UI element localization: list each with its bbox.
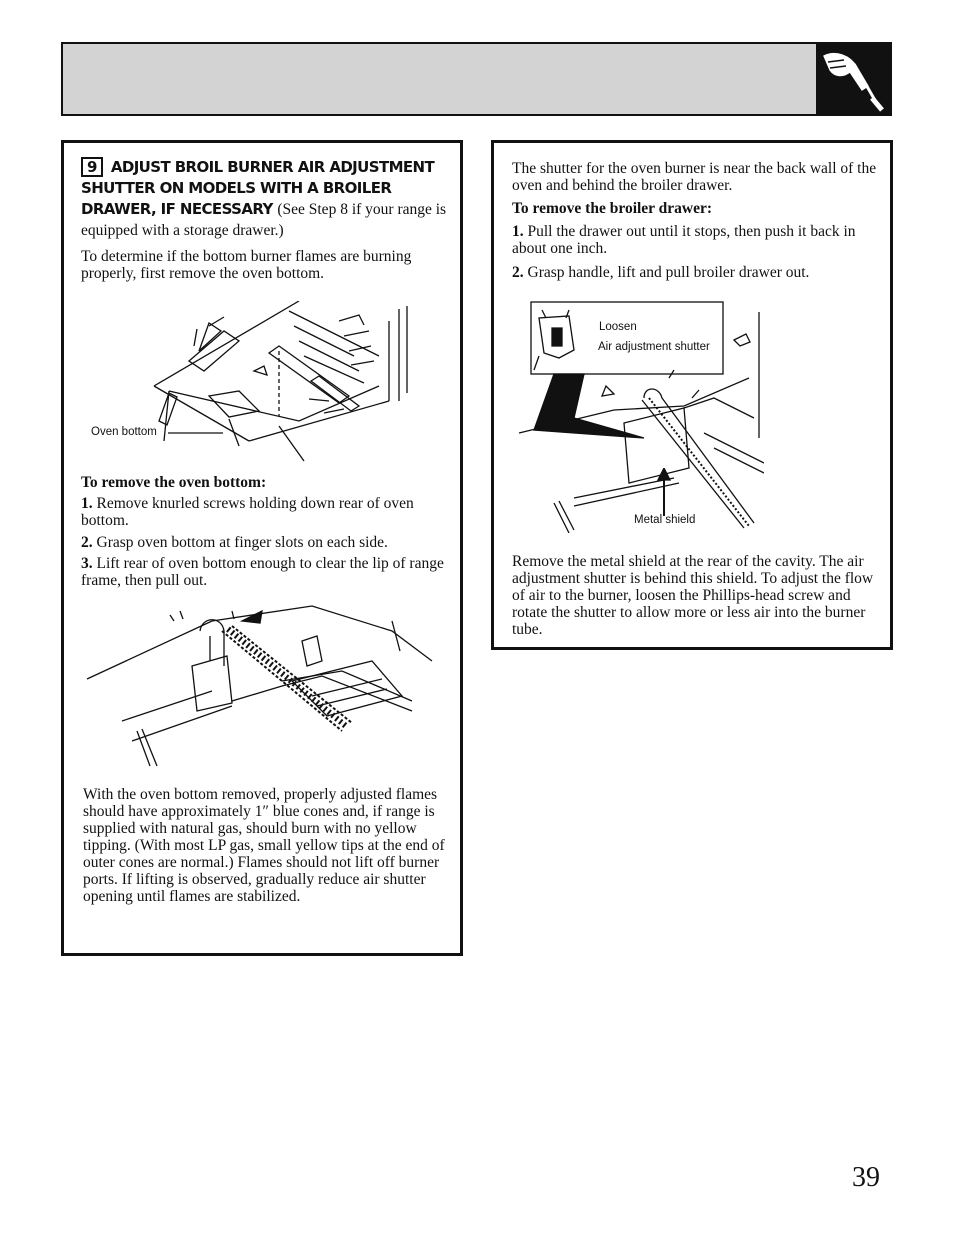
- step-note: (See Step 8 if your range is equipped with a storage drawer.): [81, 201, 447, 239]
- left-step-1: [81, 495, 453, 529]
- label-oven-bottom: Oven bottom: [91, 426, 157, 438]
- label-air-adjustment-shutter: Air adjustment shutter: [598, 341, 710, 353]
- right-remove-heading: To remove the broiler drawer:: [512, 200, 713, 217]
- left-step-3-text: Lift rear of oven bottom enough to clear the lip of range frame, then pull out.: [81, 555, 444, 589]
- left-step-1-text: Remove knurled screws holding down rear of oven bottom.: [81, 495, 414, 529]
- header-bar: [61, 42, 892, 116]
- right-step-2-num: 2.: [512, 264, 524, 281]
- oven-bottom-illustration: [89, 301, 419, 471]
- label-metal-shield: Metal shield: [634, 514, 696, 526]
- burner-illustration: [82, 601, 442, 771]
- step-heading: [81, 157, 453, 241]
- left-panel: [61, 140, 463, 956]
- shutter-illustration: [514, 298, 764, 533]
- right-intro: The shutter for the oven burner is near the back wall of the oven and behind the broiler drawer.: [512, 160, 877, 194]
- step-title: ADJUST BROIL BURNER AIR ADJUSTMENT SHUTTER ON MODELS WITH A BROILER DRAWER, IF NECESSARY: [81, 158, 435, 218]
- page-number: 39: [852, 1162, 880, 1193]
- left-step-2-num: 2.: [81, 534, 93, 551]
- hand-screwdriver-icon: [816, 42, 892, 116]
- left-step-2: [81, 534, 453, 551]
- right-step-2-text: Grasp handle, lift and pull broiler drawer out.: [527, 264, 810, 281]
- right-step-1-num: 1.: [512, 223, 524, 240]
- right-shield-text: Remove the metal shield at the rear of the cavity. The air adjustment shutter is behind this shield. To adjust the flow of air to the burner, loosen the Phillips-head screw and rotate the shutter to allow more or less air into the burner tube.: [512, 553, 874, 638]
- left-remove-heading: To remove the oven bottom:: [81, 474, 267, 491]
- left-step-3: [81, 555, 453, 589]
- left-intro: To determine if the bottom burner flames are burning properly, first remove the oven bottom.: [81, 248, 412, 282]
- left-flames-text: With the oven bottom removed, properly adjusted flames should have approximately 1″ blue cones and, if range is supplied with natural gas, should burn with no yellow tipping. (With most LP gas, small yellow tips at the end of outer cones are normal.) Flames should not lift off burner ports. If lifting is observed, gradually reduce air shutter opening until flames are stabilized.: [83, 786, 445, 905]
- left-step-3-num: 3.: [81, 555, 93, 572]
- left-step-1-num: 1.: [81, 495, 93, 512]
- label-loosen: Loosen: [599, 321, 637, 333]
- right-step-2: [512, 264, 880, 281]
- step-number: 9: [81, 157, 103, 177]
- oven-bottom-pointer: [168, 428, 228, 438]
- right-step-1: [512, 223, 880, 257]
- header-tab: [816, 42, 892, 116]
- right-panel: [491, 140, 893, 650]
- right-step-1-text: Pull the drawer out until it stops, then push it back in about one inch.: [512, 223, 856, 257]
- metal-shield-arrow: [657, 468, 671, 516]
- left-step-2-text: Grasp oven bottom at finger slots on each side.: [96, 534, 388, 551]
